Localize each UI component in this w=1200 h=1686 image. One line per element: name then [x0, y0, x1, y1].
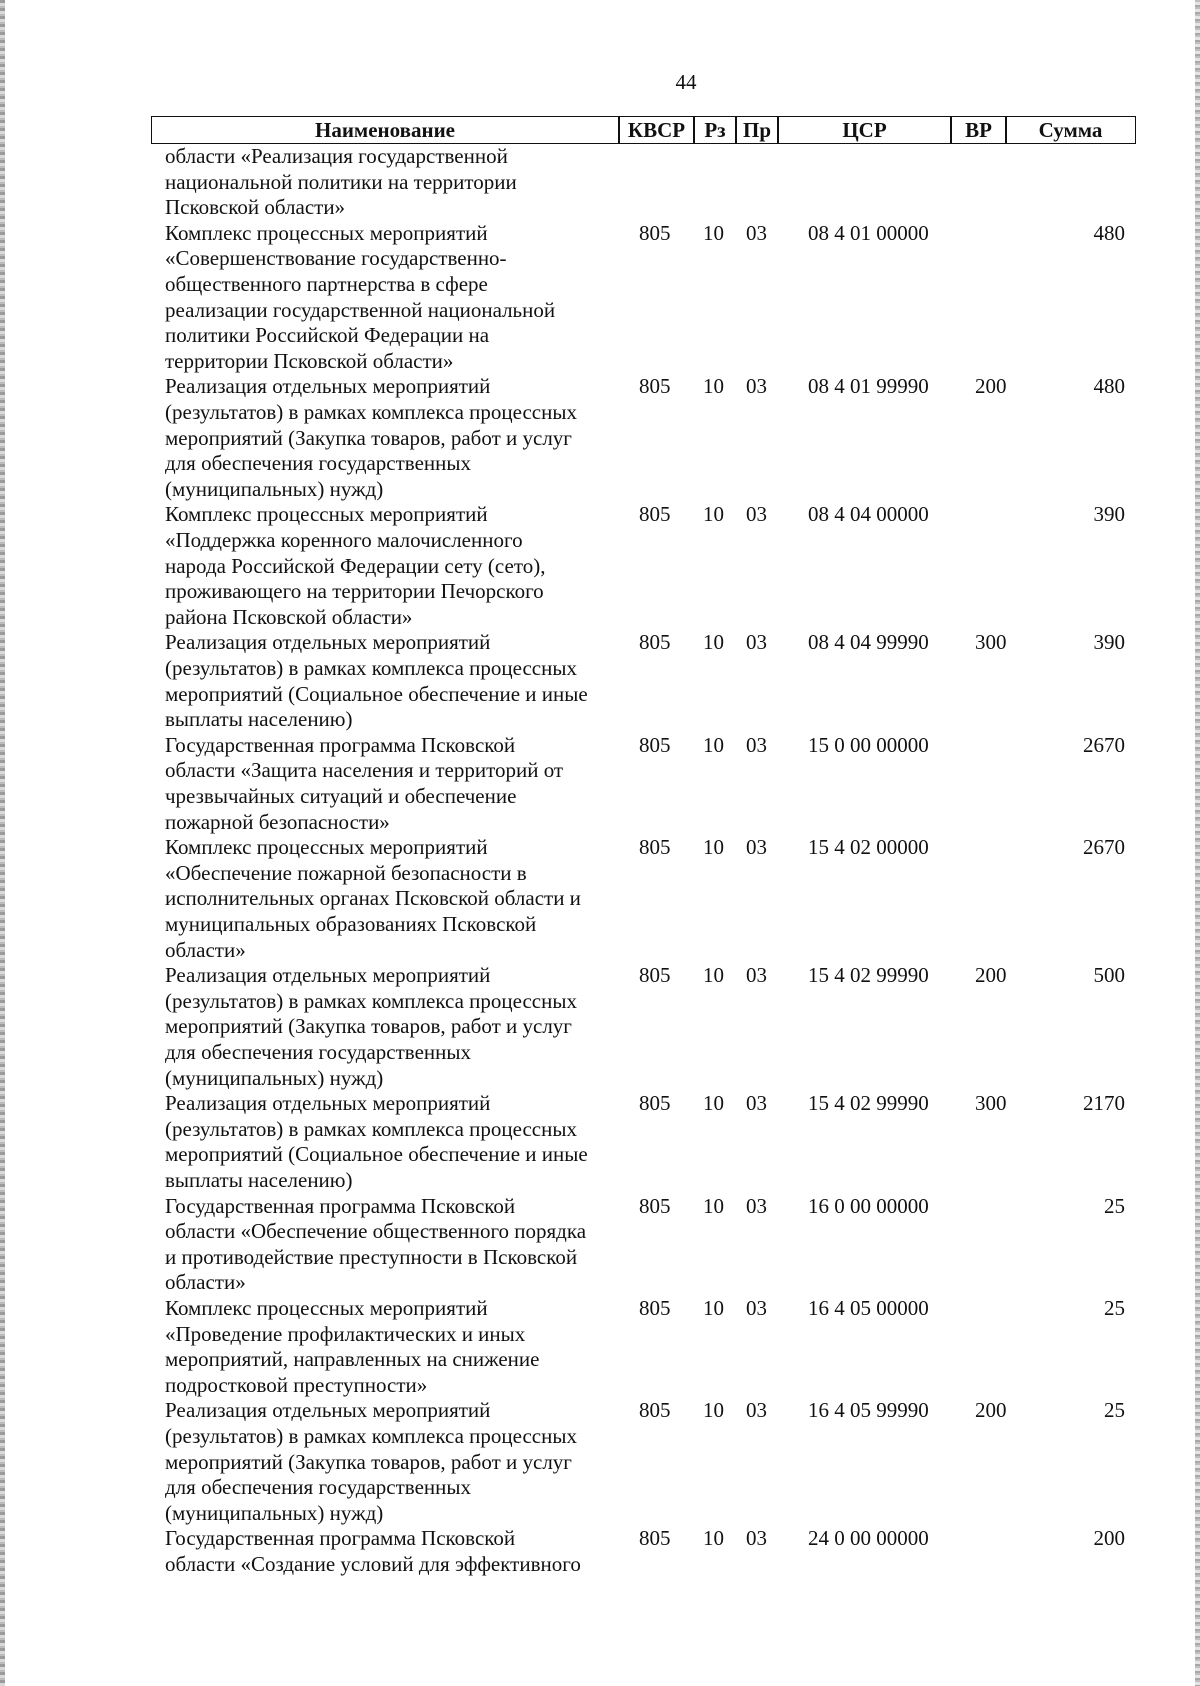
- row-name-line: области «Создание условий для эффективного: [165, 1551, 581, 1576]
- page-number: 44: [675, 70, 697, 94]
- cell-rz: 10: [703, 1091, 724, 1116]
- row-name-line: национальной политики на территории: [165, 169, 517, 194]
- cell-vr: 200: [975, 1398, 1007, 1423]
- row-name-line: для обеспечения государственных: [165, 451, 471, 476]
- cell-csr: 15 4 02 99990: [808, 1091, 929, 1116]
- cell-sum: 2170: [1083, 1091, 1125, 1116]
- row-name-line: и противодействие преступности в Псковской: [165, 1244, 578, 1269]
- cell-csr: 15 4 02 00000: [808, 835, 929, 860]
- row-name-line: мероприятий (Закупка товаров, работ и услуг: [165, 425, 572, 450]
- cell-kvsr: 805: [639, 835, 671, 860]
- cell-vr: 300: [975, 630, 1007, 655]
- cell-pr: 03: [746, 835, 767, 860]
- cell-csr: 16 4 05 99990: [808, 1398, 929, 1423]
- cell-csr: 08 4 01 00000: [808, 220, 929, 245]
- cell-csr: 16 4 05 00000: [808, 1296, 929, 1320]
- cell-kvsr: 805: [639, 1296, 671, 1320]
- cell-vr: 200: [975, 963, 1007, 988]
- row-name-line: (результатов) в рамках комплекса процессных: [165, 1423, 577, 1448]
- cell-sum: 500: [1093, 963, 1125, 988]
- row-name-line: мероприятий (Закупка товаров, работ и услуг: [165, 1449, 572, 1474]
- cell-sum: 2670: [1083, 732, 1125, 757]
- row-name: [165, 221, 615, 375]
- row-name-line: народа Российской Федерации сету (сето),: [165, 553, 546, 578]
- row-name: [165, 630, 615, 732]
- row-name-line: района Псковской области»: [165, 604, 413, 629]
- row-name-line: чрезвычайных ситуаций и обеспечение: [165, 783, 517, 808]
- row-name-line: исполнительных органах Псковской области и: [165, 886, 581, 911]
- cell-sum: 2670: [1083, 835, 1125, 860]
- cell-rz: 10: [703, 1193, 724, 1218]
- cell-pr: 03: [746, 1193, 767, 1218]
- row-name-line: для обеспечения государственных: [165, 1475, 471, 1500]
- cell-rz: 10: [703, 374, 724, 399]
- row-name-line: (результатов) в рамках комплекса процессных: [165, 1116, 577, 1141]
- cell-pr: 03: [746, 220, 767, 245]
- cell-rz: 10: [703, 835, 724, 860]
- row-name-line: муниципальных образованиях Псковской: [165, 911, 537, 936]
- cell-sum: 390: [1093, 502, 1125, 527]
- header-name: Наименование: [315, 118, 455, 142]
- cell-pr: 03: [746, 630, 767, 655]
- row-name-line: Государственная программа Псковской: [165, 1526, 516, 1551]
- row-name-line: Псковской области»: [165, 195, 346, 220]
- row-name-line: общественного партнерства в сфере: [165, 271, 488, 296]
- row-name-line: Государственная программа Псковской: [165, 1193, 516, 1218]
- row-name-line: подростковой преступности»: [165, 1372, 428, 1397]
- row-name: [165, 1194, 615, 1296]
- cell-pr: 03: [746, 1526, 767, 1551]
- row-name-line: выплаты населению): [165, 1167, 353, 1192]
- cell-pr: 03: [746, 1296, 767, 1320]
- cell-sum: 390: [1093, 630, 1125, 655]
- row-name-line: (муниципальных) нужд): [165, 1065, 384, 1090]
- row-name-line: (муниципальных) нужд): [165, 476, 384, 501]
- header-rz: Рз: [704, 118, 726, 142]
- cell-sum: 480: [1093, 220, 1125, 245]
- cell-kvsr: 805: [639, 630, 671, 655]
- row-name-line: для обеспечения государственных: [165, 1039, 471, 1064]
- row-name-line: области»: [165, 1270, 246, 1295]
- cell-pr: 03: [746, 963, 767, 988]
- cell-rz: 10: [703, 630, 724, 655]
- cell-sum: 480: [1093, 374, 1125, 399]
- row-name: [165, 733, 615, 835]
- row-name-line: пожарной безопасности»: [165, 809, 390, 834]
- cell-kvsr: 805: [639, 220, 671, 245]
- cell-kvsr: 805: [639, 732, 671, 757]
- scan-edge-right: [1195, 0, 1200, 1686]
- cell-pr: 03: [746, 1398, 767, 1423]
- row-name-line: «Совершенствование государственно-: [165, 246, 507, 271]
- row-name: [165, 1398, 615, 1526]
- row-name-line: Реализация отдельных мероприятий: [165, 630, 491, 655]
- scan-edge-left: [0, 0, 5, 1686]
- cell-sum: 25: [1104, 1296, 1125, 1320]
- cell-csr: 08 4 04 99990: [808, 630, 929, 655]
- row-name-line: мероприятий, направленных на снижение: [165, 1347, 540, 1372]
- cell-sum: 25: [1104, 1193, 1125, 1218]
- row-name-line: (результатов) в рамках комплекса процессных: [165, 655, 577, 680]
- row-name-line: мероприятий (Закупка товаров, работ и услуг: [165, 1014, 572, 1039]
- cell-rz: 10: [703, 1526, 724, 1551]
- row-name-line: выплаты населению): [165, 707, 353, 732]
- header-kvsr: КВСР: [627, 118, 686, 142]
- cell-rz: 10: [703, 220, 724, 245]
- row-name-line: области»: [165, 937, 246, 962]
- row-name-line: мероприятий (Социальное обеспечение и иные: [165, 1142, 588, 1167]
- row-name-line: Реализация отдельных мероприятий: [165, 1398, 491, 1423]
- cell-csr: 16 0 00 00000: [808, 1193, 929, 1218]
- row-name-line: области «Реализация государственной: [165, 144, 508, 168]
- row-name-line: (муниципальных) нужд): [165, 1500, 384, 1525]
- header-sum: Сумма: [1038, 118, 1103, 142]
- cell-kvsr: 805: [639, 1398, 671, 1423]
- row-name-line: мероприятий (Социальное обеспечение и иные: [165, 681, 588, 706]
- row-name: [165, 1091, 615, 1193]
- header-vr: ВР: [965, 118, 992, 142]
- cell-rz: 10: [703, 1398, 724, 1423]
- cell-rz: 10: [703, 963, 724, 988]
- row-name-line: Комплекс процессных мероприятий: [165, 1296, 488, 1320]
- row-name-line: (результатов) в рамках комплекса процессных: [165, 399, 577, 424]
- row-name-line: территории Псковской области»: [165, 348, 454, 373]
- row-name-line: области «Обеспечение общественного порядка: [165, 1219, 587, 1244]
- row-name: [165, 144, 615, 221]
- cell-rz: 10: [703, 1296, 724, 1320]
- cell-csr: 15 0 00 00000: [808, 732, 929, 757]
- cell-pr: 03: [746, 374, 767, 399]
- row-name-line: Комплекс процессных мероприятий: [165, 502, 488, 527]
- cell-csr: 08 4 04 00000: [808, 502, 929, 527]
- cell-pr: 03: [746, 502, 767, 527]
- cell-kvsr: 805: [639, 374, 671, 399]
- cell-csr: 24 0 00 00000: [808, 1526, 929, 1551]
- row-name: [165, 1526, 615, 1577]
- row-name-line: (результатов) в рамках комплекса процессных: [165, 988, 577, 1013]
- row-name-line: Комплекс процессных мероприятий: [165, 835, 488, 860]
- table-header: [151, 116, 1136, 144]
- cell-csr: 15 4 02 99990: [808, 963, 929, 988]
- row-name-line: Комплекс процессных мероприятий: [165, 220, 488, 245]
- cell-kvsr: 805: [639, 502, 671, 527]
- cell-sum: 25: [1104, 1398, 1125, 1423]
- cell-pr: 03: [746, 1091, 767, 1116]
- row-name: [165, 835, 615, 963]
- row-name-line: Государственная программа Псковской: [165, 732, 516, 757]
- cell-rz: 10: [703, 732, 724, 757]
- row-name-line: «Поддержка коренного малочисленного: [165, 527, 523, 552]
- cell-kvsr: 805: [639, 1526, 671, 1551]
- row-name-line: реализации государственной национальной: [165, 297, 556, 322]
- cell-kvsr: 805: [639, 963, 671, 988]
- cell-rz: 10: [703, 502, 724, 527]
- row-name-line: Реализация отдельных мероприятий: [165, 374, 491, 399]
- row-name-line: Реализация отдельных мероприятий: [165, 1091, 491, 1116]
- cell-vr: 300: [975, 1091, 1007, 1116]
- row-name: [165, 963, 615, 1091]
- row-name: [165, 1296, 615, 1398]
- row-name-line: проживающего на территории Печорского: [165, 579, 544, 604]
- cell-sum: 200: [1093, 1526, 1125, 1551]
- header-pr: Пр: [742, 118, 771, 142]
- header-csr: ЦСР: [842, 118, 887, 142]
- cell-vr: 200: [975, 374, 1007, 399]
- row-name-line: политики Российской Федерации на: [165, 323, 490, 348]
- row-name-line: Реализация отдельных мероприятий: [165, 963, 491, 988]
- row-name: [165, 374, 615, 502]
- row-name-line: «Обеспечение пожарной безопасности в: [165, 860, 527, 885]
- row-name-line: области «Защита населения и территорий от: [165, 758, 564, 783]
- cell-csr: 08 4 01 99990: [808, 374, 929, 399]
- row-name-line: «Проведение профилактических и иных: [165, 1321, 526, 1346]
- cell-kvsr: 805: [639, 1193, 671, 1218]
- cell-kvsr: 805: [639, 1091, 671, 1116]
- row-name: [165, 502, 615, 630]
- cell-pr: 03: [746, 732, 767, 757]
